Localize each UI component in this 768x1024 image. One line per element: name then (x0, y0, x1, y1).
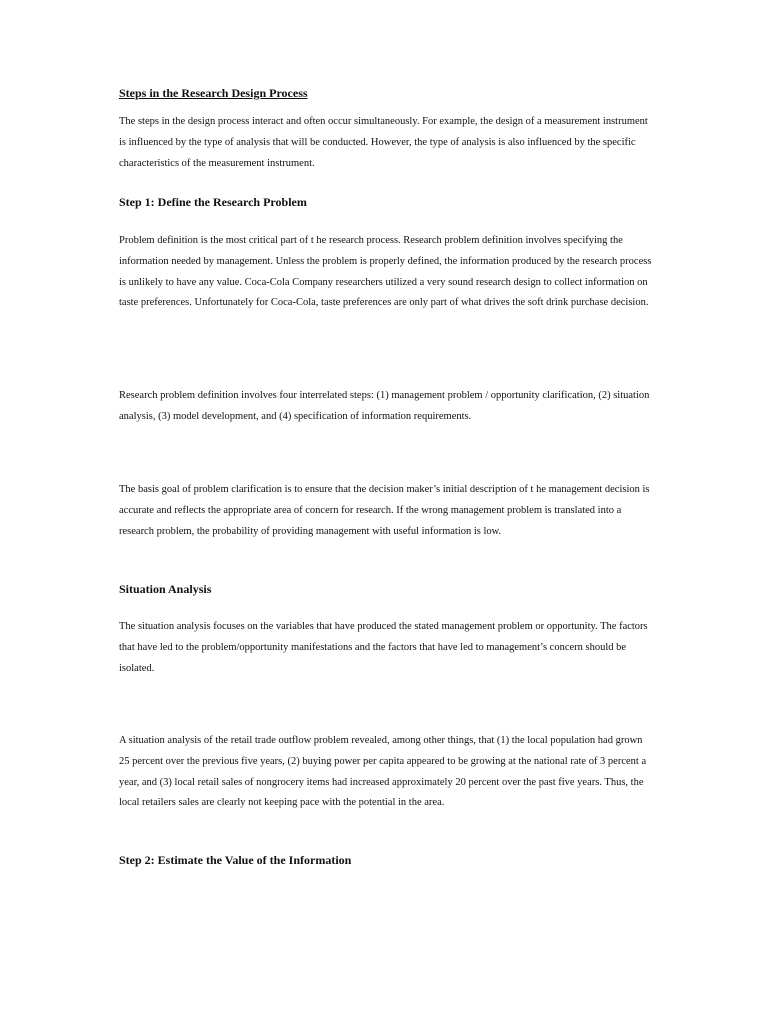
step1-heading: Step 1: Define the Research Problem (119, 195, 307, 209)
situation-paragraph-1: The situation analysis focuses on the variables that have produced the stated management problem or opportunity. The factors that have led to the problem/opportunity manifestations and the factors that have led to management’s concern should be isolated. (119, 621, 648, 674)
step2-heading: Step 2: Estimate the Value of the Information (119, 853, 352, 867)
intro-paragraph: The steps in the design process interact and often occur simultaneously. For example, the design of a measurement instrument is influenced by the type of analysis that will be conducted. However, the type of analysis is also influenced by the specific characteristics of the measurement instrument. (119, 116, 648, 169)
situation-analysis-heading: Situation Analysis (119, 582, 212, 596)
situation-paragraph-2: A situation analysis of the retail trade outflow problem revealed, among other things, that (1) the local population had grown 25 percent over the previous five years, (2) buying power per capita appeared to be growing at the national rate of 3 percent a year, and (3) local retail sales of nongrocery items had increased approximately 20 percent over the past five years. Thus, the local retailers sales are clearly not keeping pace with the potential in the area. (119, 735, 647, 809)
step1-paragraph-1: Problem definition is the most critical part of t he research process. Research problem definition involves specifying the information needed by management. Unless the problem is properly defined, the information produced by the research process is unlikely to have any value. Coca-Cola Company researchers utilized a very sound research design to collect information on taste preferences. Unfortunately for Coca-Cola, taste preferences are only part of what drives the soft drink purchase decision. (119, 235, 652, 309)
step1-paragraph-3: The basis goal of problem clarification is to ensure that the decision maker’s initial description of t he management decision is accurate and reflects the appropriate area of concern for research. If the wrong management problem is translated into a research problem, the probability of providing management with useful information is low. (119, 484, 650, 537)
step1-paragraph-2: Research problem definition involves four interrelated steps: (1) management problem / opportunity clarification, (2) situation analysis, (3) model development, and (4) specification of information requirements. (119, 390, 650, 422)
document-title: Steps in the Research Design Process (119, 86, 308, 100)
